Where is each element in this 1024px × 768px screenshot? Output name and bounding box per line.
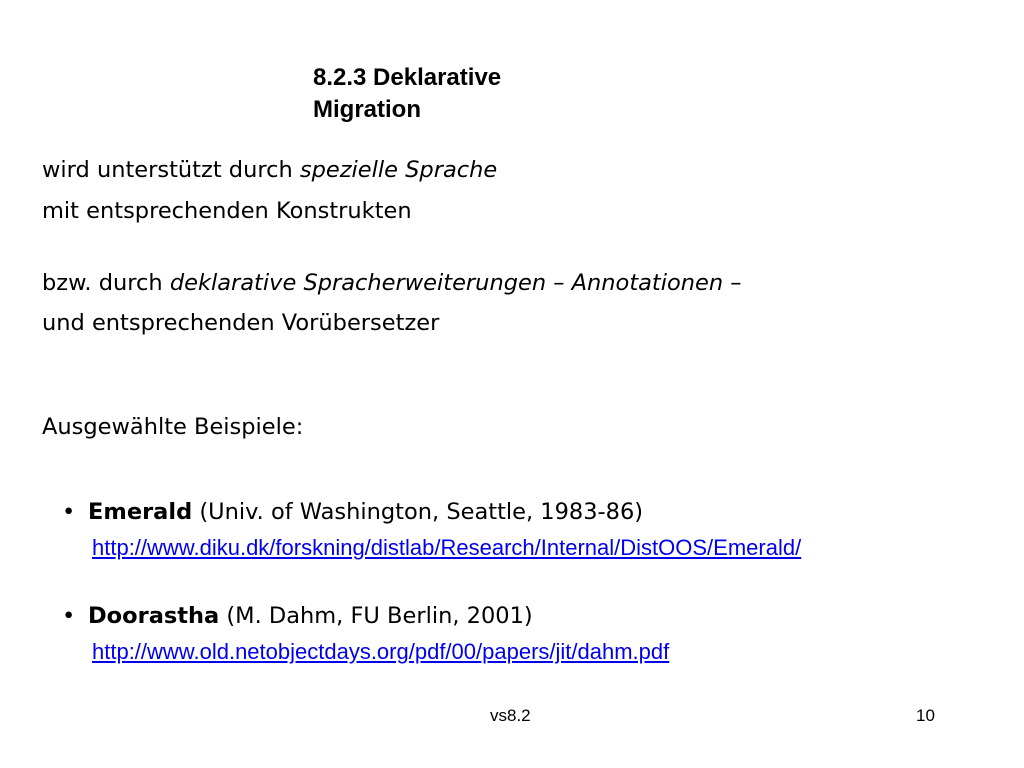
bullet-icon: • <box>62 603 76 629</box>
example-name: Emerald <box>88 499 193 525</box>
example-detail: (M. Dahm, FU Berlin, 2001) <box>219 603 533 629</box>
intro-line-1 <box>42 150 497 190</box>
intro-line-3 <box>42 263 742 303</box>
slide-title-line-1: 8.2.3 Deklarative <box>313 64 502 91</box>
example-name: Doorastha <box>88 603 220 629</box>
bullet-icon: • <box>62 499 76 525</box>
examples-heading: Ausgewählte Beispiele: <box>42 414 304 440</box>
example-item-doorastha <box>62 598 533 634</box>
example-detail: (Univ. of Washington, Seattle, 1983-86) <box>192 499 644 525</box>
intro-line-4: und entsprechenden Vorübersetzer <box>42 310 440 336</box>
example-link-doorastha[interactable]: http://www.old.netobjectdays.org/pdf/00/papers/jit/dahm.pdf <box>92 639 670 664</box>
intro-line-2: mit entsprechenden Konstrukten <box>42 198 412 224</box>
example-link-emerald[interactable]: http://www.diku.dk/forskning/distlab/Research/Internal/DistOOS/Emerald/ <box>92 535 802 560</box>
example-item-emerald <box>62 494 643 530</box>
intro-line-3-emphasis: deklarative Spracherweiterungen – Annotationen – <box>169 270 742 296</box>
intro-line-1-text: wird unterstützt durch <box>42 157 300 183</box>
intro-line-1-emphasis: spezielle Sprache <box>299 157 498 183</box>
intro-line-3-text: bzw. durch <box>42 270 170 296</box>
page-number: 10 <box>916 706 935 725</box>
footer-label: vs8.2 <box>490 706 531 725</box>
slide-title <box>313 62 613 126</box>
slide-title-line-2: Migration <box>313 96 421 123</box>
